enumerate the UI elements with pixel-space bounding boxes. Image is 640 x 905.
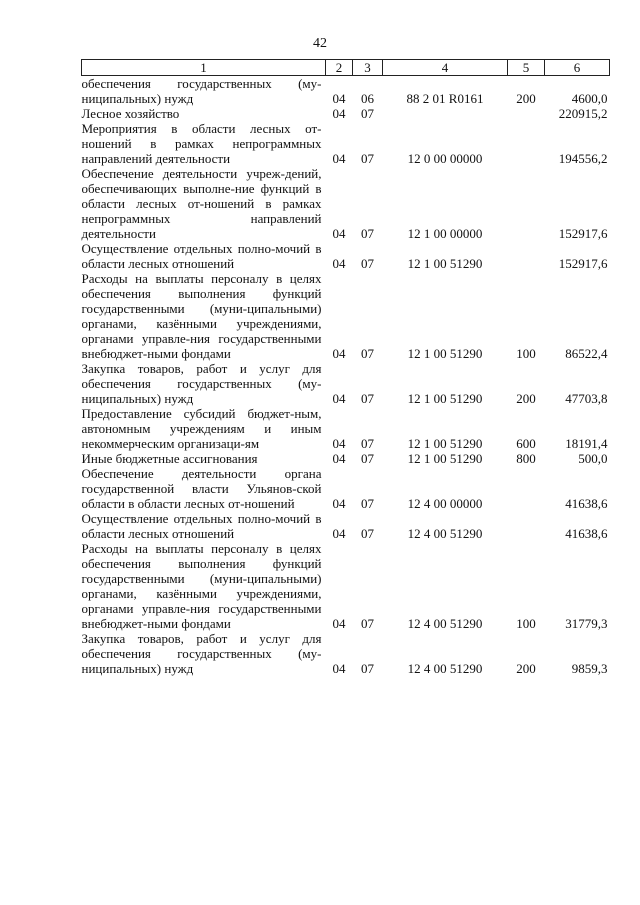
row-target-article: 88 2 01 R0161 <box>406 91 484 106</box>
row-subsection: 07 <box>361 616 374 631</box>
row-section: 04 <box>332 226 346 241</box>
table-row <box>82 361 610 406</box>
row-target-article: 12 1 00 51290 <box>407 436 483 451</box>
row-target-article: 12 1 00 00000 <box>407 226 483 241</box>
row-subsection: 07 <box>361 106 374 121</box>
row-target-article: 12 1 00 51290 <box>407 391 483 406</box>
header-col-5: 5 <box>508 60 545 76</box>
row-expense-type: 100 <box>516 616 536 631</box>
row-name: Обеспечение деятельности учреж-дений, обеспечивающих выполне-ние функций в области лесных от-ношений в рамках непрограммных направлений деятельности <box>81 166 322 241</box>
row-section: 04 <box>332 661 346 676</box>
row-amount: 47703,8 <box>565 391 608 406</box>
table-row <box>82 241 610 271</box>
row-amount: 86522,4 <box>565 346 608 361</box>
row-expense-type <box>508 466 545 511</box>
row-amount: 152917,6 <box>558 256 608 271</box>
page-number: 42 <box>313 36 327 51</box>
row-subsection: 07 <box>361 496 374 511</box>
row-name: Расходы на выплаты персоналу в целях обеспечения выполнения функций государственными (муни-ципальными) органами, казёнными учреждениями, органами управле-ния государственными внебюджет-ными фондами <box>81 271 322 361</box>
row-expense-type: 200 <box>516 391 536 406</box>
row-section: 04 <box>332 106 346 121</box>
row-amount: 9859,3 <box>571 661 608 676</box>
row-section: 04 <box>332 436 346 451</box>
table-row <box>82 121 610 166</box>
row-amount: 41638,6 <box>565 526 608 541</box>
row-subsection: 07 <box>361 346 374 361</box>
row-target-article <box>383 106 508 121</box>
row-name: Мероприятия в области лесных от-ношений в рамках непрограммных направлений деятельности <box>81 121 322 166</box>
row-expense-type <box>508 511 545 541</box>
table-row <box>82 451 610 466</box>
row-section: 04 <box>332 256 346 271</box>
table-row <box>82 541 610 631</box>
row-target-article: 12 4 00 51290 <box>407 526 483 541</box>
row-expense-type <box>508 121 545 166</box>
row-target-article: 12 1 00 51290 <box>407 451 483 466</box>
table-header <box>82 60 610 76</box>
row-target-article: 12 1 00 51290 <box>407 346 483 361</box>
row-expense-type: 200 <box>516 661 536 676</box>
header-col-3: 3 <box>353 60 383 76</box>
row-name: Закупка товаров, работ и услуг для обеспечения государственных (му-ниципальных) нужд <box>81 631 322 676</box>
row-amount: 152917,6 <box>558 226 608 241</box>
budget-table <box>81 59 610 676</box>
header-row <box>82 60 610 76</box>
row-subsection: 07 <box>361 451 374 466</box>
table-row <box>82 106 610 121</box>
row-expense-type <box>508 106 545 121</box>
table-row <box>82 511 610 541</box>
header-col-6: 6 <box>545 60 610 76</box>
row-name: Расходы на выплаты персоналу в целях обеспечения выполнения функций государственными (муни-ципальными) органами, казёнными учреждениями, органами управле-ния государственными внебюджет-ными фондами <box>81 541 322 631</box>
table-body <box>82 76 610 677</box>
row-expense-type: 200 <box>516 91 536 106</box>
row-subsection: 07 <box>361 661 374 676</box>
row-subsection: 07 <box>361 226 374 241</box>
row-section: 04 <box>332 526 346 541</box>
row-amount: 4600,0 <box>571 91 608 106</box>
row-target-article: 12 4 00 00000 <box>407 496 483 511</box>
row-name: Осуществление отдельных полно-мочий в области лесных отношений <box>81 511 322 541</box>
row-name: обеспечения государственных (му-ниципальных) нужд <box>81 76 322 106</box>
row-amount: 500,0 <box>578 451 608 466</box>
table-row <box>82 631 610 676</box>
row-name: Закупка товаров, работ и услуг для обеспечения государственных (му-ниципальных) нужд <box>81 361 322 406</box>
row-target-article: 12 1 00 51290 <box>407 256 483 271</box>
row-section: 04 <box>332 616 346 631</box>
row-subsection: 07 <box>361 391 374 406</box>
row-section: 04 <box>332 451 346 466</box>
row-subsection: 07 <box>361 151 374 166</box>
row-amount: 31779,3 <box>565 616 608 631</box>
row-amount: 194556,2 <box>558 151 608 166</box>
row-subsection: 07 <box>361 526 374 541</box>
row-amount: 220915,2 <box>558 106 608 121</box>
row-section: 04 <box>332 91 346 106</box>
table-row <box>82 166 610 241</box>
row-expense-type: 100 <box>516 346 536 361</box>
table-row <box>82 466 610 511</box>
row-name: Иные бюджетные ассигнования <box>81 451 258 466</box>
header-col-2: 2 <box>326 60 353 76</box>
row-target-article: 12 0 00 00000 <box>407 151 483 166</box>
row-section: 04 <box>332 391 346 406</box>
row-section: 04 <box>332 151 346 166</box>
row-target-article: 12 4 00 51290 <box>407 661 483 676</box>
row-subsection: 06 <box>361 91 374 106</box>
table-row <box>82 271 610 361</box>
row-subsection: 07 <box>361 436 374 451</box>
row-name: Обеспечение деятельности органа государственной власти Ульянов-ской области в области лесных от-ношений <box>81 466 322 511</box>
row-expense-type: 800 <box>516 451 536 466</box>
row-section: 04 <box>332 346 346 361</box>
table-row <box>82 406 610 451</box>
header-col-4: 4 <box>383 60 508 76</box>
row-expense-type <box>508 166 545 241</box>
row-name: Лесное хозяйство <box>81 106 180 121</box>
table-row <box>82 76 610 107</box>
row-name: Осуществление отдельных полно-мочий в области лесных отношений <box>81 241 322 271</box>
row-expense-type: 600 <box>516 436 536 451</box>
row-amount: 18191,4 <box>565 436 608 451</box>
row-expense-type <box>508 241 545 271</box>
row-name: Предоставление субсидий бюджет-ным, автономным учреждениям и иным некоммерческим организаци-ям <box>81 406 322 451</box>
row-subsection: 07 <box>361 256 374 271</box>
row-target-article: 12 4 00 51290 <box>407 616 483 631</box>
row-amount: 41638,6 <box>565 496 608 511</box>
header-col-1: 1 <box>82 60 326 76</box>
row-section: 04 <box>332 496 346 511</box>
